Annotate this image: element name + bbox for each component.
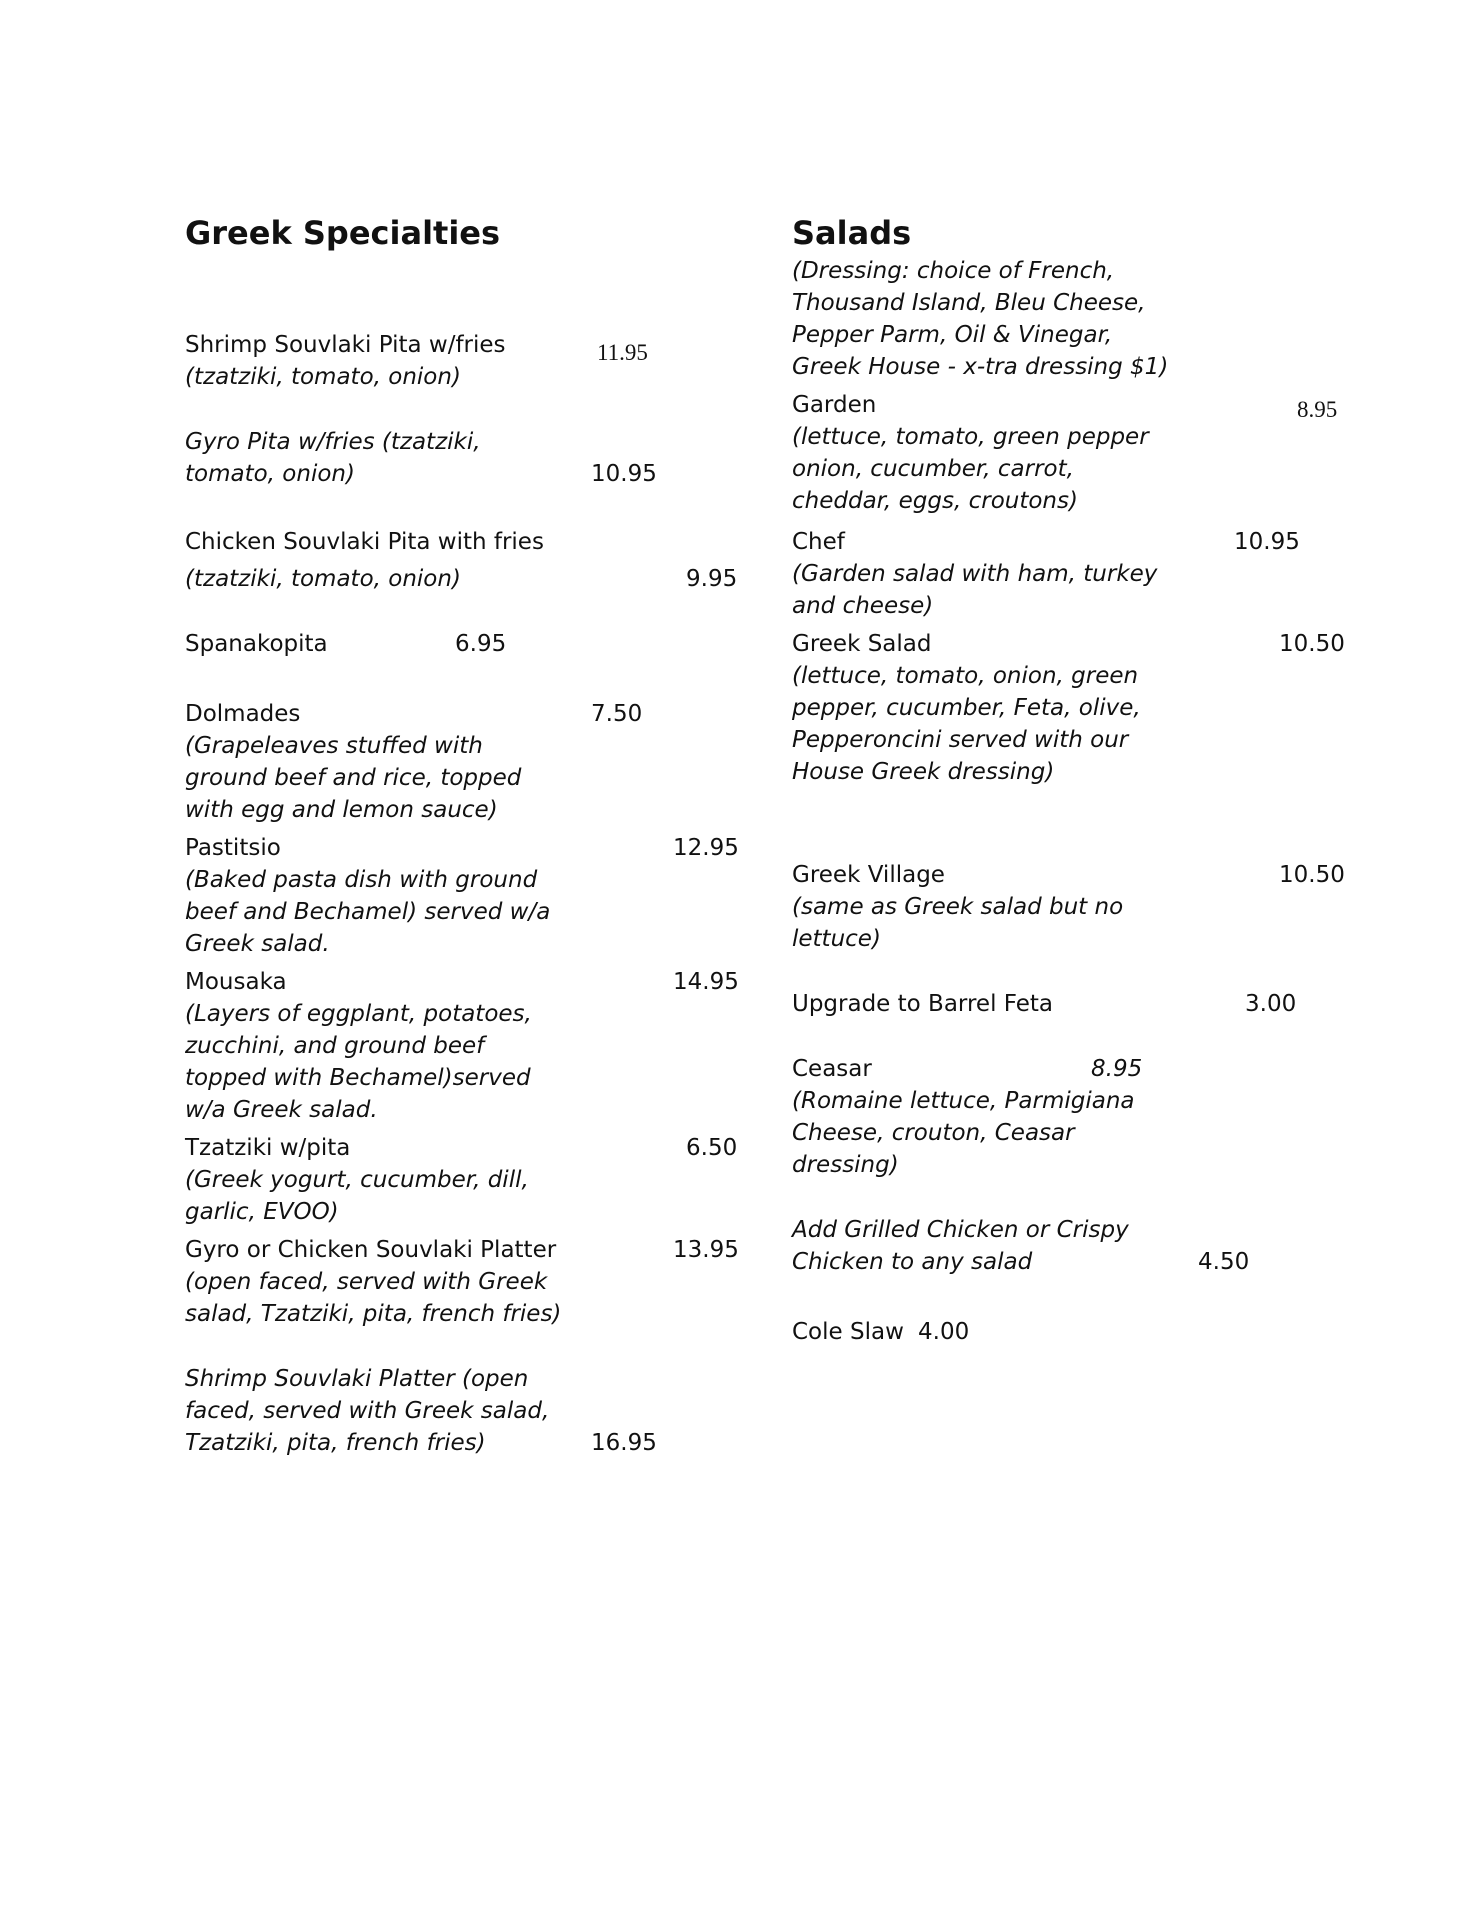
- chef-desc1: (Garden salad with ham, turkey: [792, 561, 1158, 587]
- greek-salad-desc2: pepper, cucumber, Feta, olive,: [792, 695, 1141, 721]
- mousaka-desc2: zucchini, and ground beef: [185, 1033, 485, 1059]
- shrimp-platter-line3: Tzatziki, pita, french fries): [185, 1430, 486, 1456]
- garden-desc3: cheddar, eggs, croutons): [792, 488, 1078, 514]
- mousaka-desc4: w/a Greek salad.: [185, 1097, 378, 1123]
- cole-slaw-price: 4.00: [918, 1319, 970, 1345]
- shrimp-platter-price: 16.95: [591, 1430, 657, 1456]
- shrimp-pita-name: Shrimp Souvlaki Pita w/fries: [185, 332, 506, 358]
- chef-price: 10.95: [1234, 529, 1300, 555]
- cole-slaw-name: Cole Slaw: [792, 1319, 904, 1345]
- dressing-line3: Pepper Parm, Oil & Vinegar,: [792, 322, 1113, 348]
- dolmades-price: 7.50: [591, 701, 643, 727]
- greek-salad-desc1: (lettuce, tomato, onion, green: [792, 663, 1139, 689]
- add-chicken-price: 4.50: [1198, 1249, 1250, 1275]
- spanakopita-price: 6.95: [455, 631, 507, 657]
- tzatziki-desc2: garlic, EVOO): [185, 1199, 339, 1225]
- add-chicken-line2: Chicken to any salad: [792, 1249, 1033, 1275]
- chicken-pita-desc: (tzatziki, tomato, onion): [185, 566, 461, 592]
- greek-salad-desc4: House Greek dressing): [792, 759, 1055, 785]
- dressing-line4: Greek House - x-tra dressing $1): [792, 354, 1169, 380]
- dolmades-desc3: with egg and lemon sauce): [185, 797, 498, 823]
- gyro-platter-price: 13.95: [673, 1237, 739, 1263]
- pastitsio-name: Pastitsio: [185, 835, 281, 861]
- dressing-line2: Thousand Island, Bleu Cheese,: [792, 290, 1146, 316]
- tzatziki-name: Tzatziki w/pita: [185, 1135, 351, 1161]
- greek-salad-price: 10.50: [1279, 631, 1345, 657]
- salads-heading: Salads: [792, 214, 912, 252]
- gyro-pita-line2: tomato, onion): [185, 461, 355, 487]
- shrimp-pita-price: 11.95: [597, 340, 648, 365]
- barrel-feta-name: Upgrade to Barrel Feta: [792, 991, 1054, 1017]
- ceasar-price: 8.95: [1091, 1056, 1143, 1082]
- shrimp-pita-desc: (tzatziki, tomato, onion): [185, 364, 461, 390]
- gyro-platter-desc1: (open faced, served with Greek: [185, 1269, 548, 1295]
- shrimp-platter-line2: faced, served with Greek salad,: [185, 1398, 550, 1424]
- tzatziki-price: 6.50: [686, 1135, 738, 1161]
- pastitsio-desc3: Greek salad.: [185, 931, 330, 957]
- ceasar-desc2: Cheese, crouton, Ceasar: [792, 1120, 1075, 1146]
- gyro-platter-desc2: salad, Tzatziki, pita, french fries): [185, 1301, 562, 1327]
- chicken-pita-price: 9.95: [686, 566, 738, 592]
- dolmades-name: Dolmades: [185, 701, 301, 727]
- ceasar-desc3: dressing): [792, 1152, 899, 1178]
- gyro-platter-name: Gyro or Chicken Souvlaki Platter: [185, 1237, 557, 1263]
- garden-desc1: (lettuce, tomato, green pepper: [792, 424, 1149, 450]
- greek-specialties-heading: Greek Specialties: [185, 214, 501, 252]
- greek-salad-name: Greek Salad: [792, 631, 932, 657]
- chef-name: Chef: [792, 529, 845, 555]
- ceasar-desc1: (Romaine lettuce, Parmigiana: [792, 1088, 1135, 1114]
- add-chicken-line1: Add Grilled Chicken or Crispy: [792, 1217, 1129, 1243]
- gyro-pita-price: 10.95: [591, 461, 657, 487]
- chef-desc2: and cheese): [792, 593, 934, 619]
- greek-village-desc1: (same as Greek salad but no: [792, 894, 1124, 920]
- mousaka-name: Mousaka: [185, 969, 287, 995]
- dolmades-desc2: ground beef and rice, topped: [185, 765, 522, 791]
- dressing-line1: (Dressing: choice of French,: [792, 258, 1115, 284]
- greek-village-desc2: lettuce): [792, 926, 881, 952]
- mousaka-desc3: topped with Bechamel)served: [185, 1065, 531, 1091]
- gyro-pita-line1: Gyro Pita w/fries (tzatziki,: [185, 429, 481, 455]
- greek-village-name: Greek Village: [792, 862, 945, 888]
- garden-name: Garden: [792, 392, 877, 418]
- pastitsio-price: 12.95: [673, 835, 739, 861]
- garden-price: 8.95: [1297, 397, 1338, 422]
- chicken-pita-name: Chicken Souvlaki Pita with fries: [185, 529, 544, 555]
- tzatziki-desc1: (Greek yogurt, cucumber, dill,: [185, 1167, 529, 1193]
- mousaka-desc1: (Layers of eggplant, potatoes,: [185, 1001, 532, 1027]
- dolmades-desc1: (Grapeleaves stuffed with: [185, 733, 483, 759]
- greek-salad-desc3: Pepperoncini served with our: [792, 727, 1129, 753]
- ceasar-name: Ceasar: [792, 1056, 872, 1082]
- greek-village-price: 10.50: [1279, 862, 1345, 888]
- garden-desc2: onion, cucumber, carrot,: [792, 456, 1074, 482]
- shrimp-platter-line1: Shrimp Souvlaki Platter (open: [185, 1366, 529, 1392]
- mousaka-price: 14.95: [673, 969, 739, 995]
- spanakopita-name: Spanakopita: [185, 631, 328, 657]
- pastitsio-desc1: (Baked pasta dish with ground: [185, 867, 538, 893]
- barrel-feta-price: 3.00: [1245, 991, 1297, 1017]
- pastitsio-desc2: beef and Bechamel) served w/a: [185, 899, 551, 925]
